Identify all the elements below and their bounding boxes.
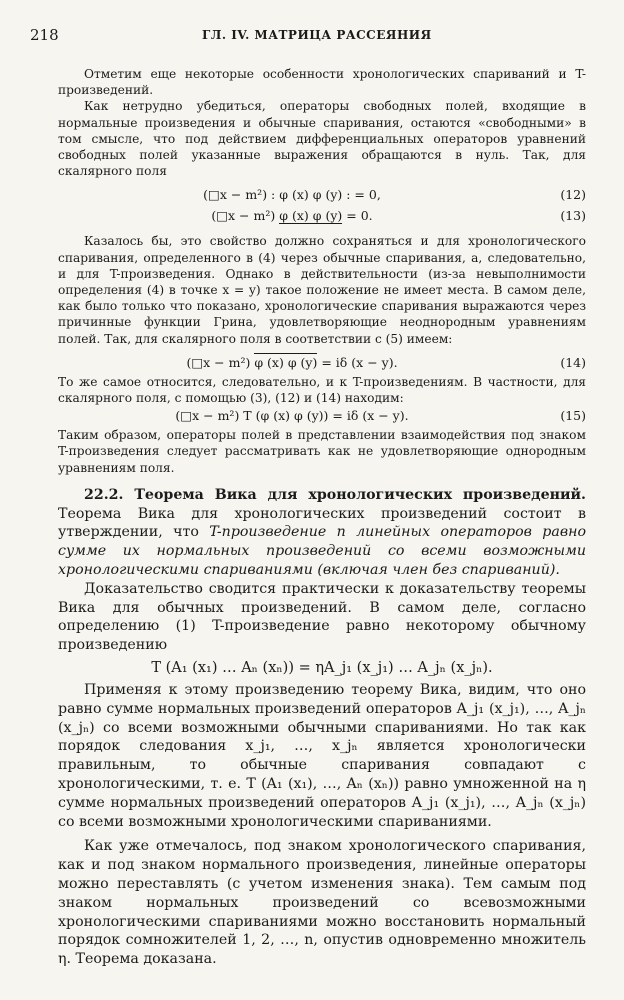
- paragraph-green-functions: Казалось бы, это свойство должно сохраняться и для хронологического спаривания, определенного в (4) через обычные спаривания, а, следовательно, и для T-произведения. Однако в действительности (из-за невыполнимости определения (4) в точке x = y) такое положение не имеет места. В самом деле, как было только что показано, хронологические спаривания выражаются через причинные функции Грина, удовлетворяющие неоднородным уравнениям полей. Так, для скалярного поля в соответствии с (5) имеем:: [58, 234, 586, 346]
- running-head: ГЛ. IV. МАТРИЦА РАССЕЯНИЯ: [202, 28, 432, 42]
- theorem-statement: T-произведение n линейных операторов равно сумме их нормальных произведений со всеми возможными хронологическими спариваниями (включая член без спариваний).: [58, 524, 586, 579]
- paragraph-proof-start: Доказательство сводится практически к доказательству теоремы Вика для обычных произведений. В самом деле, согласно определению (1) T-произведение равно некоторому обычному произведению: [58, 580, 586, 654]
- equation-12: [58, 185, 586, 206]
- equation-14-right: = iδ (x − y).: [321, 354, 398, 370]
- equation-13-number: (13): [560, 208, 586, 224]
- section-lead: Теорема Вика для хронологических произведений состоит в утверждении, что: [58, 505, 586, 541]
- paragraph-free-fields: Как нетрудно убедиться, операторы свободных полей, входящие в нормальные произведения и обычные спаривания, остаются «свободными» в том смысле, что под действием дифференциальных операторов уравнений свободных полей указанные выражения обращаются в нуль. Так, для скалярного поля: [58, 99, 586, 179]
- section-heading: 22.2. Теорема Вика для хронологических произведений.: [84, 486, 586, 503]
- paragraph-wick-theorem: [58, 486, 586, 580]
- page-number: 218: [30, 26, 59, 44]
- equation-14-number: (14): [560, 354, 586, 370]
- equation-12-number: (12): [560, 187, 586, 203]
- equation-14-contraction: φ (x) φ (y): [254, 354, 318, 370]
- equation-15-number: (15): [560, 408, 586, 424]
- page-header: [30, 26, 590, 46]
- equation-13-left: (□x − m²): [211, 208, 276, 224]
- paragraph-proof-end: Как уже отмечалось, под знаком хронологического спаривания, как и под знаком нормального произведения, линейные операторы можно переставлять (с учетом изменения знака). Тем самым под знаком нормальных произведений со всевозможными хронологическими спариваниями можно восстановить нормальный порядок сомножителей 1, 2, …, n, опустив одновременно множитель η. Теорема доказана.: [58, 838, 586, 968]
- equation-13: [58, 206, 586, 227]
- equation-14: [58, 353, 586, 374]
- paragraph-t-products: То же самое относится, следовательно, и к T-произведениям. В частности, для скалярного поля, с помощью (3), (12) и (14) находим:: [58, 374, 586, 406]
- equation-14-left: (□x − m²): [186, 354, 251, 370]
- paragraph-intro: Отметим еще некоторые особенности хронологических спариваний и T-произведений.: [58, 67, 586, 98]
- main-print-block: [58, 486, 586, 969]
- paragraph-apply-wick: Применяя к этому произведению теорему Вика, видим, что оно равно сумме нормальных произведений операторов A_j₁ (x_j₁), …, A_jₙ (x_jₙ) со всеми возможными обычными спариваниями. Но так как порядок следования x_j₁, …, x_jₙ является хронологически правильным, то обычные спаривания совпадают с хронологическими, т. е. T (A₁ (x₁), …, Aₙ (xₙ)) равно умноженной на η сумме нормальных произведений операторов A_j₁ (x_j₁), …, A_jₙ (x_jₙ) со всеми возможными хронологическими спариваниями.: [58, 682, 586, 830]
- equation-13-right: = 0.: [346, 208, 373, 224]
- equation-12-formula: (□x − m²) : φ (x) φ (y) : = 0,: [203, 187, 381, 203]
- equation-15-formula: (□x − m²) T (φ (x) φ (y)) = iδ (x − y).: [175, 408, 409, 424]
- page-body: [58, 66, 586, 969]
- equation-main: [58, 655, 586, 681]
- equation-main-formula: T (A₁ (x₁) … Aₙ (xₙ)) = ηA_j₁ (x_j₁) … A_jₙ (x_jₙ).: [151, 660, 493, 677]
- paragraph-conclusion: Таким образом, операторы полей в представлении взаимодействия под знаком T-произведения следует рассматривать как не удовлетворяющие однородным уравнениям поля.: [58, 428, 586, 475]
- small-print-block: [58, 66, 586, 476]
- equation-15: [58, 406, 586, 427]
- equation-13-contraction: φ (x) φ (y): [279, 208, 343, 224]
